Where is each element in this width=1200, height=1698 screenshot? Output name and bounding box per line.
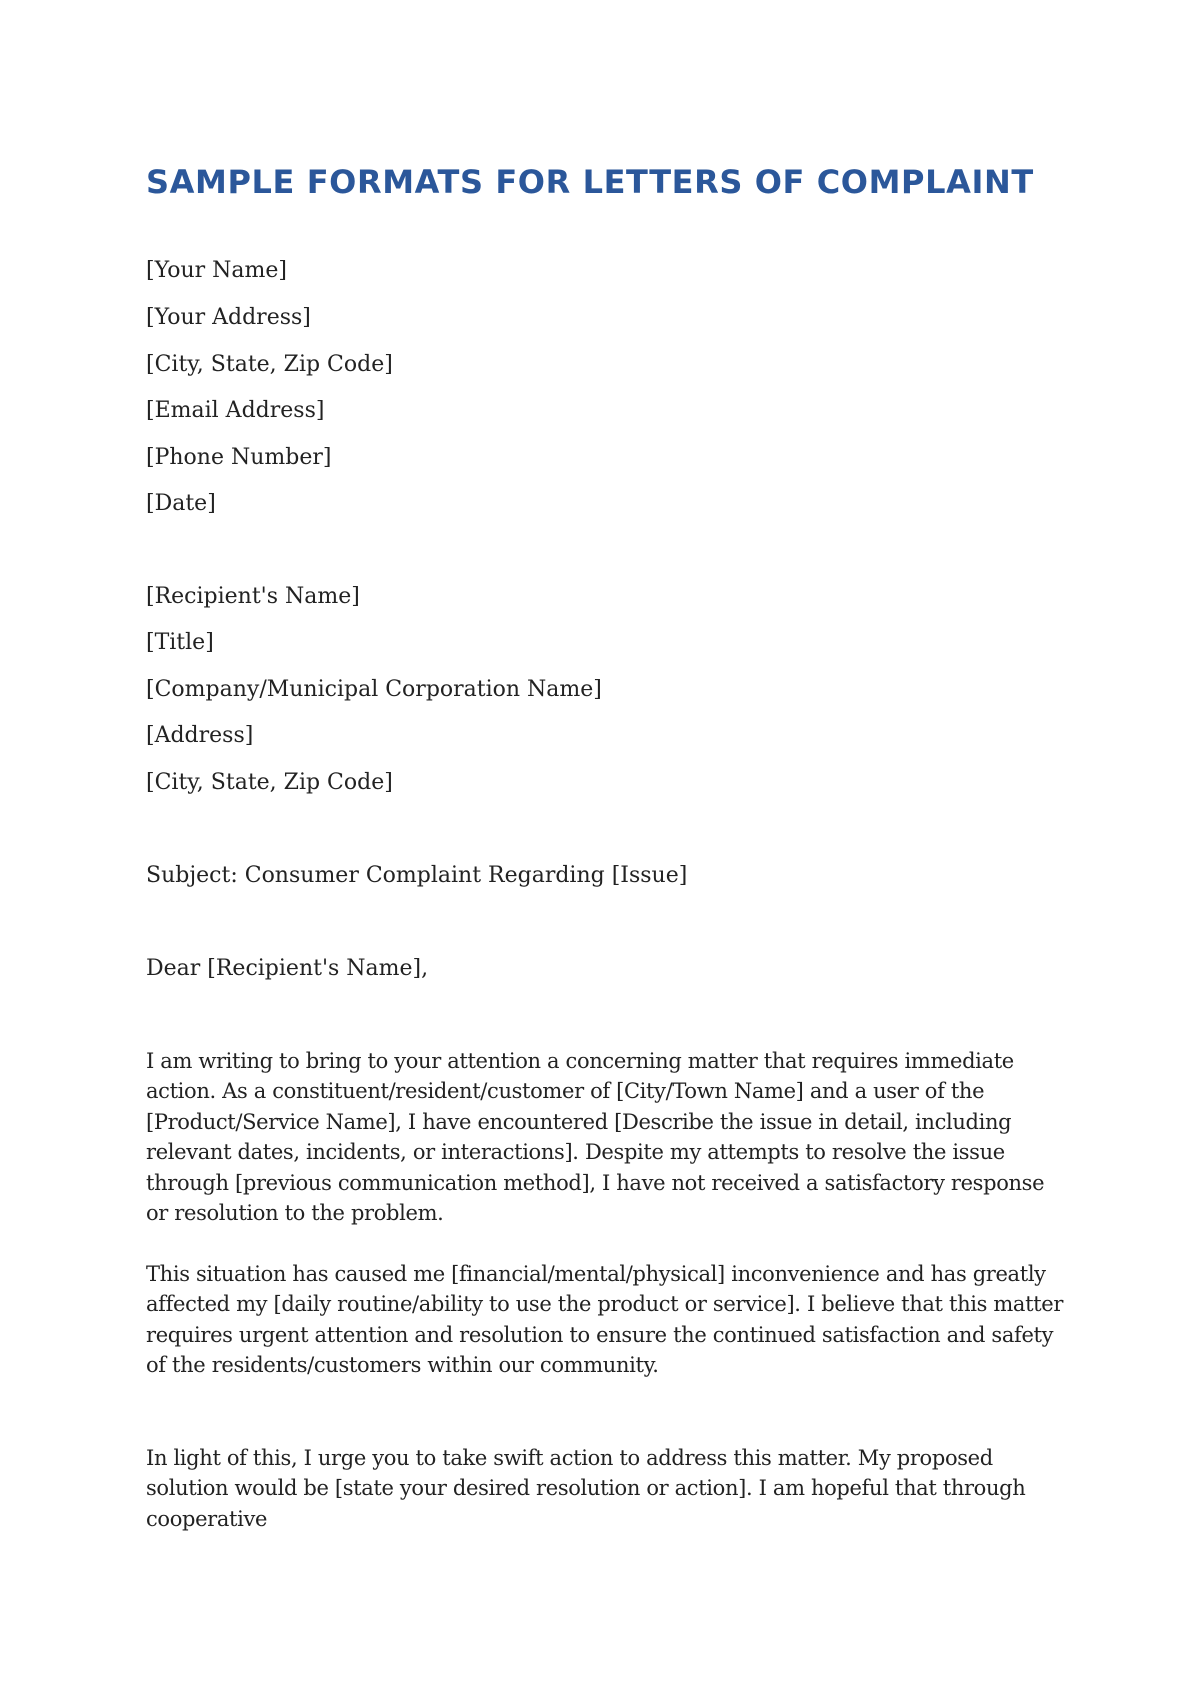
sender-name: [Your Name] [146,258,287,283]
letter-subject: Subject: Consumer Complaint Regarding [Issue] [146,863,688,888]
recipient-name: [Recipient's Name] [146,584,360,609]
recipient-city-state-zip: [City, State, Zip Code] [146,770,393,795]
recipient-title: [Title] [146,630,214,655]
sender-email: [Email Address] [146,398,325,423]
sender-city-state-zip: [City, State, Zip Code] [146,352,393,377]
document-title: SAMPLE FORMATS FOR LETTERS OF COMPLAINT [146,163,1034,201]
letter-date: [Date] [146,491,216,516]
body-paragraph-3: In light of this, I urge you to take swift action to address this matter. My proposed solution would be [state your desired resolution or action]. I am hopeful that through cooperative [146,1446,1026,1531]
body-paragraph-1: I am writing to bring to your attention a concerning matter that requires immediate action. As a constituent/resident/customer of [City/Town Name] and a user of the [Product/Service Name], I have encountered [Describe the issue in detail, including relevant dates, incidents, or interactions]. Despite my attempts to resolve the issue through [previous communication method], I have not received a satisfactory response or resolution to the problem. [146,1049,1045,1226]
recipient-address: [Address] [146,723,254,748]
sender-address: [Your Address] [146,305,311,330]
sender-phone: [Phone Number] [146,445,332,470]
letter-salutation: Dear [Recipient's Name], [146,956,429,981]
body-paragraph-2: This situation has caused me [financial/mental/physical] inconvenience and has greatly affected my [daily routine/ability to use the product or service]. I believe that this matter requires urgent attention and resolution to ensure the continued satisfaction and safety of the residents/customers within our community. [146,1262,1064,1378]
recipient-company: [Company/Municipal Corporation Name] [146,677,602,702]
